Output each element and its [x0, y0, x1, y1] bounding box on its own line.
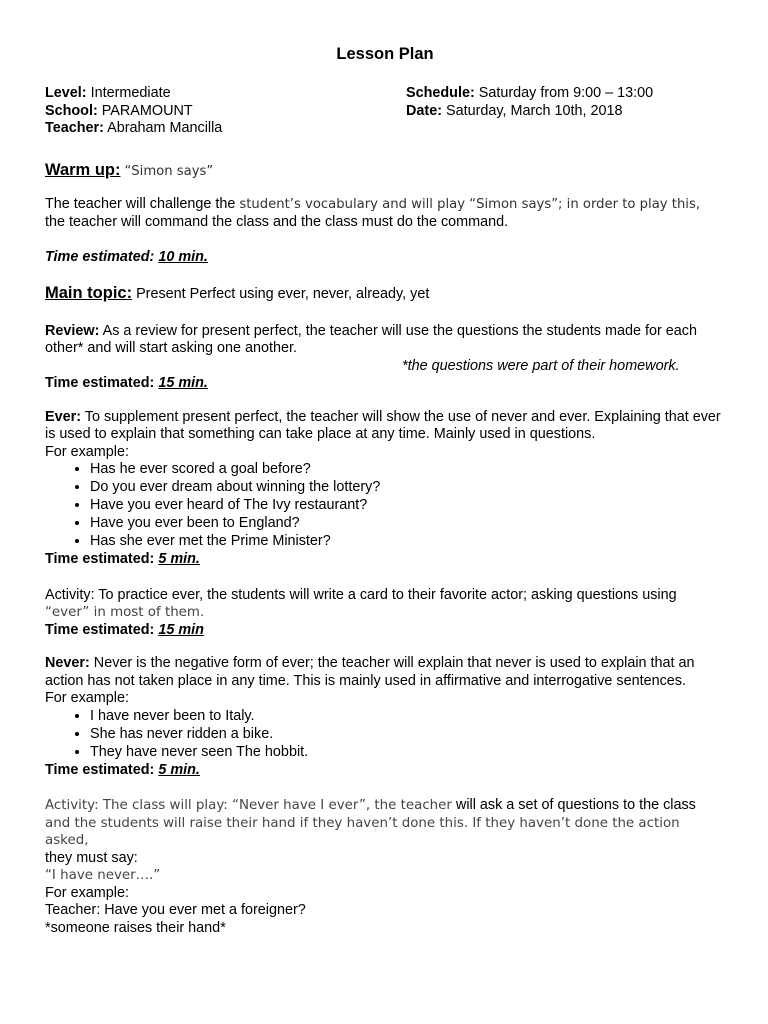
ever-time-value: 5 min. [158, 551, 200, 567]
list-item: • Has he ever scored a goal before? [90, 461, 725, 479]
review-time [45, 375, 725, 393]
teacher-row [45, 120, 222, 138]
header-info [45, 85, 725, 140]
page-title: Lesson Plan [336, 45, 434, 63]
school-value: PARAMOUNT [101, 102, 193, 119]
ever-time-label: Time estimated: [45, 551, 155, 567]
never-time [45, 762, 725, 780]
warmup-heading-row [45, 162, 725, 182]
schedule-value: Saturday from 9:00 – 13:00 [478, 85, 654, 101]
warmup-description [45, 196, 725, 231]
review-note: *the questions were part of their homework. [402, 357, 680, 374]
ever-text: To supplement present perfect, the teacher will show the use of never and ever. Explaining that ever is used to explain that something can take place at any time. Mainly used in questions. [45, 408, 721, 442]
school-label: School: [45, 102, 98, 119]
list-item: • She has never ridden a bike. [90, 726, 725, 744]
ever-activity-text-b: “ever” in most of them. [45, 605, 205, 620]
ever-activity-time-label: Time estimated: [45, 621, 155, 638]
date-row [406, 103, 653, 121]
never-text: Never is the negative form of ever; the teacher will explain that never is used to explain that an action has not taken place in any time. This is mainly used in affirmative and interrogative sentences. [45, 655, 695, 689]
warmup-heading: Warm up: [45, 161, 121, 179]
ever-for-example: For example: [45, 443, 129, 460]
list-item: • Do you ever dream about winning the lottery? [90, 479, 725, 497]
warmup-time [45, 249, 725, 267]
warmup-activity-name: “Simon says” [124, 164, 214, 179]
never-paragraph [45, 655, 725, 690]
never-label: Never: [45, 655, 90, 671]
warmup-text-c: the teacher will command the class and the class must do the command. [45, 213, 509, 230]
level-label: Level: [45, 85, 87, 101]
schedule-label: Schedule: [406, 85, 475, 101]
main-topic-row [45, 285, 725, 305]
level-row [45, 85, 222, 103]
list-item: • They have never seen The hobbit. [90, 744, 725, 762]
ever-activity-time [45, 622, 725, 640]
never-activity-text-c: and the students will raise their hand if they haven’t done this. If they haven’t done the action asked, [45, 815, 680, 848]
ever-paragraph [45, 409, 725, 444]
never-for-example: For example: [45, 690, 129, 706]
warmup-text-a: The teacher will challenge the [45, 196, 240, 212]
never-examples-list [45, 708, 725, 762]
never-activity-text-d: they must say: [45, 849, 138, 866]
never-quote: “I have never….” [45, 868, 161, 883]
main-topic-text: Present Perfect using ever, never, already, yet [136, 285, 430, 302]
never-time-label: Time estimated: [45, 761, 155, 778]
never-activity-text-b: will ask a set of questions to the class [451, 797, 696, 813]
teacher-label: Teacher: [45, 120, 104, 136]
warmup-text-b: student’s vocabulary and will play “Simon says”; in order to play this, [239, 197, 701, 212]
list-item: • Have you ever been to England? [90, 515, 725, 533]
list-item: • Have you ever heard of The Ivy restaurant? [90, 497, 725, 515]
header-right-column [406, 85, 653, 120]
date-label: Date: [406, 102, 442, 119]
never-activity [45, 797, 725, 867]
review-time-value: 15 min. [158, 375, 208, 391]
warmup-time-value: 10 min. [158, 249, 208, 265]
header-left-column [45, 85, 222, 138]
review-time-label: Time estimated: [45, 375, 155, 391]
ever-examples-list [45, 461, 725, 551]
never-time-value: 5 min. [158, 761, 200, 778]
never-dialog: Teacher: Have you ever met a foreigner? [45, 902, 306, 918]
level-value: Intermediate [90, 85, 171, 101]
teacher-value: Abraham Mancilla [107, 120, 223, 136]
schedule-row [406, 85, 653, 103]
never-stage-direction: *someone raises their hand* [45, 919, 226, 936]
ever-activity-time-value: 15 min [158, 621, 204, 638]
school-row [45, 103, 222, 121]
main-topic-heading: Main topic: [45, 283, 133, 302]
list-item: • Has she ever met the Prime Minister? [90, 533, 725, 551]
date-value: Saturday, March 10th, 2018 [445, 102, 623, 119]
document-page [45, 46, 725, 937]
never-for-example-2: For example: [45, 884, 129, 901]
ever-time [45, 551, 725, 569]
never-activity-text-a: Activity: The class will play: “Never have I ever”, the teacher [45, 798, 452, 813]
review-paragraph [45, 323, 725, 358]
ever-label: Ever: [45, 408, 81, 425]
list-item: • I have never been to Italy. [90, 708, 725, 726]
ever-activity-text-a: Activity: To practice ever, the students will write a card to their favorite actor; asking questions using [45, 586, 677, 603]
ever-activity [45, 587, 725, 622]
warmup-time-label: Time estimated: [45, 249, 155, 265]
review-label: Review: [45, 322, 100, 339]
review-text: As a review for present perfect, the teacher will use the questions the students made for each other* and will start asking one another. [45, 322, 697, 356]
